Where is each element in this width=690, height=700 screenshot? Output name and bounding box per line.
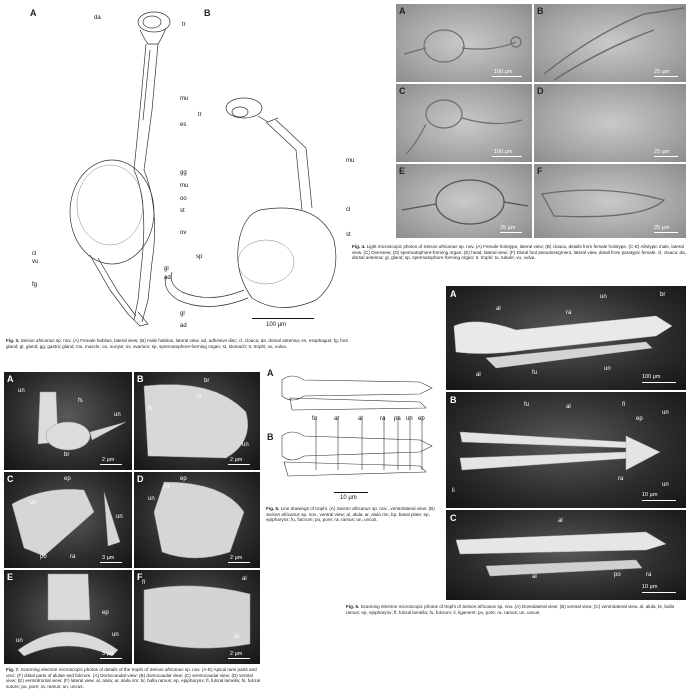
fig3-male-label-gl: gl — [164, 266, 169, 272]
fig4-c-scale-label: 100 µm — [494, 149, 513, 155]
fig7-panel-b-letter: B — [137, 374, 144, 384]
fig7-panel-c — [4, 472, 132, 568]
fig7-d-detail — [134, 472, 260, 568]
fig5-caption-species2: Seison africanus — [266, 511, 300, 517]
fig3-label-cl: cl — [32, 251, 37, 257]
fig3-label-mu2: mu — [180, 183, 189, 189]
fig7-d-scalebar — [228, 562, 250, 563]
fig7-c-label-un2: un — [116, 514, 123, 520]
fig3-label-mu: mu — [180, 96, 189, 102]
fig7-a-label-br: br — [64, 452, 70, 458]
fig7-a-label-un2: un — [114, 412, 121, 418]
fig4-panel-f-letter: F — [537, 166, 543, 176]
fig3-label-gl: gl — [180, 311, 185, 317]
fig7-panel-d — [134, 472, 260, 568]
fig4-caption-species: Seison africanus — [423, 244, 458, 249]
fig7-panel-a-letter: A — [7, 374, 14, 384]
fig7-a-scale-label: 2 µm — [102, 457, 115, 463]
fig5-scale-label: 10 µm — [340, 495, 357, 501]
fig7-c-label-ep: ep — [64, 476, 71, 482]
fig7-a-label-fs: fs — [78, 398, 83, 404]
fig3-panel-b-letter: B — [204, 8, 211, 18]
fig3-caption-species: Seison africanus — [20, 338, 55, 343]
fig4-d-scale-label: 25 µm — [654, 149, 670, 155]
fig6-panel-a-letter: A — [450, 289, 457, 299]
fig6-a-label-un: un — [600, 294, 607, 300]
fig7-e-label-un: un — [16, 638, 23, 644]
fig4-panel-c-letter: C — [399, 86, 406, 96]
fig4-panel-d-letter: D — [537, 86, 544, 96]
fig3-label-da: da — [94, 15, 101, 21]
fig4-b-scale-label: 25 µm — [654, 69, 670, 75]
fig4-a-scale-label: 100 µm — [494, 69, 513, 75]
fig5-caption-species1: Seison africanus — [336, 506, 371, 511]
fig6-b-label-un: un — [662, 410, 669, 416]
fig5-scalebar — [334, 492, 368, 493]
fig3-label-oo: oo — [180, 196, 187, 202]
fig7-d-label-ep: ep — [180, 476, 187, 482]
fig6-b-label-li: li — [452, 488, 455, 494]
fig5-label-ar: ar — [334, 416, 340, 422]
fig7-panel-e-letter: E — [7, 572, 14, 582]
fig3-scale-label: 100 µm — [266, 322, 287, 328]
fig5-panel-b-letter: B — [267, 432, 274, 442]
fig6-caption-title: Fig. 6. — [346, 604, 360, 609]
fig6-a-label-un2: un — [604, 366, 611, 372]
fig6-a-label-br: br — [660, 292, 666, 298]
fig7-a-scalebar — [100, 464, 122, 465]
fig6-c-scale-label: 10 µm — [642, 584, 658, 590]
fig6-b-label-fl: fl — [622, 402, 625, 408]
fig5-caption-text3: sp. nov., ventral view; al, alula; ar, alula rim; bp, basal plate; ep, epipharynx; fu, fulcrum; po, pore; ra, ramus; un, uncus. — [266, 511, 430, 523]
fig3-caption-text: sp. nov. (A) Female habitus, lateral view; (B) male habitus, lateral view. ad, adhesive disc; cl, cloaca; da, dorsal antenna; es, esophagus; fg, foot gland; gl, gland; gg, gastric gland; mu, muscle; oo, oocyte; ov, ovarium; sp, spermatophore-forming organ; st, stomach; tr, trophi; vu, vulva. — [6, 338, 348, 349]
fig6-a-scale-label: 100 µm — [642, 374, 661, 380]
fig3-label-ov: ov — [180, 230, 187, 236]
fig7-f-label-al2: al — [234, 634, 239, 640]
fig6-caption-species: Seison africanus — [462, 604, 497, 609]
fig4-e-scale-label: 25 µm — [500, 225, 516, 231]
fig7-b-scale-label: 2 µm — [230, 457, 243, 463]
fig7-panel-e — [4, 570, 132, 664]
fig4-caption-title: Fig. 4. — [352, 244, 366, 249]
fig5-caption — [266, 506, 442, 523]
fig4-panel-b-letter: B — [537, 6, 544, 16]
fig3-caption-title: Fig. 3. — [6, 338, 20, 343]
fig6-b-scale-label: 10 µm — [642, 492, 658, 498]
fig7-e-scale-label: 3 µm — [102, 651, 115, 657]
fig7-c-label-po: po — [40, 554, 47, 560]
fig7-e-detail — [4, 570, 132, 664]
fig6-b-label-un2: un — [662, 482, 669, 488]
fig3-label-tr: tr — [182, 22, 186, 28]
fig5-label-pa: pa — [394, 416, 401, 422]
fig6-a-label-al: al — [496, 306, 501, 312]
fig3-male-label-sp: sp — [196, 254, 203, 260]
fig5-caption-title: Fig. 5. — [266, 506, 280, 511]
fig7-panel-a — [4, 372, 132, 470]
fig7-panel-c-letter: C — [7, 474, 14, 484]
fig6-b-label-ep: ep — [636, 416, 643, 422]
fig5-label-al: al — [358, 416, 363, 422]
fig3-male-label-mu: mu — [346, 158, 355, 164]
fig7-f-detail — [134, 570, 260, 664]
fig6-c-label-po: po — [614, 572, 621, 578]
fig3-label-gg: gg — [180, 170, 187, 176]
fig3-panel-a-letter: A — [30, 8, 37, 18]
fig7-b-scalebar — [228, 464, 250, 465]
fig7-e-label-ep: ep — [102, 610, 109, 616]
fig6-panel-b-letter: B — [450, 395, 457, 405]
fig7-e-label-un2: un — [112, 632, 119, 638]
fig3-male-label-cl: cl — [346, 207, 351, 213]
fig4-caption-text2: sp. nov. (A) Female holotype, lateral view; (B) cloaca, details from female holotype. (C-E) Allotypic male, lateral view. (C) Overview; (D) spermatophore-forming organ; (E) head, lateral view; (F) Distal foot pseudosegment, lateral view, detail from paratypic female. cl, cloaca; da, dorsal antenna; gl, gland; sp, spermatophore-forming organ; tr, trophi; tu, tubule; vu, vulva. — [352, 244, 686, 261]
fig6-b-label-al: al — [566, 404, 571, 410]
fig7-panel-b — [134, 372, 260, 470]
fig7-f-scalebar — [228, 658, 250, 659]
fig6-caption-text2: sp. nov. (A) Dorsolateral view; (B) ventral view; (C) ventrolateral view. al, alula; br, bulla ramus; ep, epipharynx; fl, fulcral lamella; fu, fulcrum; li, ligament; po, pore; ra, ramus; un, uncus. — [346, 604, 675, 615]
fig7-caption-text1: Scanning electron microscopic photos of details of the trophi of — [20, 667, 149, 672]
fig6-b-label-ra: ra — [618, 476, 624, 482]
fig5-caption-text2: sp. nov., ventrolateral view; (B) — [372, 506, 435, 511]
fig6-b-label-fu: fu — [524, 402, 530, 408]
fig4-panel-a-letter: A — [399, 6, 406, 16]
fig7-caption-text2: sp. nov. (A-E) Apical rami parts and unci; (F) distal parts of alulae and fulcrum. (A) Dorsocaudal view; (B) dorsocaudal view; (C) ventrocaudal view; (D) ventral view; (E) ventrofrontal view; (F) lateral view. al, alula; ar, alula rim; br, bulla ramus; ep, epipharynx; fl, fulcral lamella; fs, fulcral suture; po, pore; ra, ramus; un, uncus. — [6, 667, 261, 689]
fig7-d-scale-label: 2 µm — [230, 555, 243, 561]
fig3-label-fg: fg — [32, 282, 38, 288]
fig7-b-label-ra: ra — [196, 394, 202, 400]
fig6-panel-c-letter: C — [450, 513, 457, 523]
fig7-panel-f-letter: F — [137, 572, 143, 582]
fig7-c-scale-label: 3 µm — [102, 555, 115, 561]
fig3-label-ad: ad — [180, 323, 187, 329]
fig5-label-fu: fu — [312, 416, 318, 422]
fig4-f-scale-label: 25 µm — [654, 225, 670, 231]
fig6-a-label-al2: al — [476, 372, 481, 378]
fig5-label-ep: ep — [418, 416, 425, 422]
fig7-c-scalebar — [100, 562, 122, 563]
fig6-caption-text1: Scanning electron microscopic photos of trophi of — [360, 604, 461, 609]
fig3-label-st: st — [180, 208, 185, 214]
fig7-d-label-ra: ra — [164, 484, 170, 490]
fig7-b-label-br: br — [204, 378, 210, 384]
fig3-male-label-st: st — [346, 232, 351, 238]
fig6-a-label-fu: fu — [532, 370, 538, 376]
fig3-label-vu: vu — [32, 259, 39, 265]
fig7-c-label-ra: ra — [70, 554, 76, 560]
fig4-caption-text1: Light microscopic photos of — [366, 244, 423, 249]
fig7-e-scalebar — [100, 658, 122, 659]
fig6-a-label-ra: ra — [566, 310, 572, 316]
fig7-d-label-un: un — [148, 496, 155, 502]
fig4-panel-e-letter: E — [399, 166, 406, 176]
fig7-f-label-fl: fl — [142, 580, 145, 586]
fig7-a-label-un: un — [18, 388, 25, 394]
fig7-b-label-fs: fs — [148, 406, 153, 412]
fig7-c-label-un: un — [30, 500, 37, 506]
fig7-b-detail — [134, 372, 260, 470]
fig5-label-ra: ra — [380, 416, 386, 422]
fig7-b-label-un: un — [242, 442, 249, 448]
fig7-panel-d-letter: D — [137, 474, 144, 484]
fig7-caption — [6, 667, 262, 689]
fig3-male-label-ad: ad — [164, 275, 171, 281]
fig7-caption-species: Seison africanus — [149, 667, 184, 672]
fig3-label-es: es — [180, 122, 187, 128]
fig7-panel-f — [134, 570, 260, 664]
fig7-c-detail — [4, 472, 132, 568]
fig7-f-label-al: al — [242, 576, 247, 582]
fig6-c-label-al2: al — [532, 574, 537, 580]
fig5-panel-a-letter: A — [267, 368, 274, 378]
fig3-male-label-tr: tr — [198, 112, 202, 118]
fig7-caption-title: Fig. 7. — [6, 667, 20, 672]
fig6-c-label-ra: ra — [646, 572, 652, 578]
fig6-c-label-al: al — [558, 518, 563, 524]
fig5-caption-text1: Line drawings of trophi. (A) — [280, 506, 336, 511]
fig5-label-un: un — [406, 416, 413, 422]
fig7-f-scale-label: 2 µm — [230, 651, 243, 657]
